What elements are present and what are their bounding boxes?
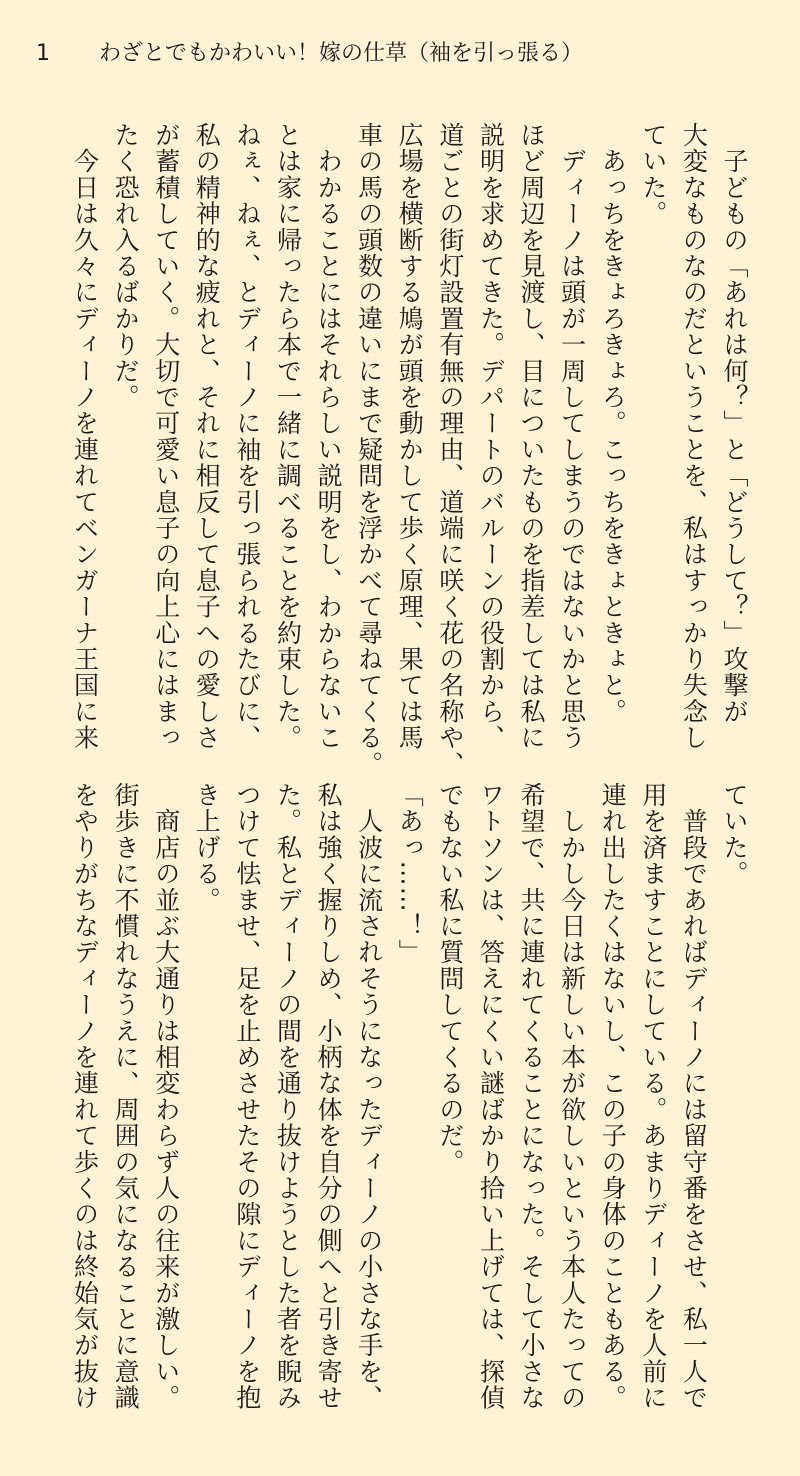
text-line: たく恐れ入るばかりだ。 [111,122,141,411]
text-line: 大変なものなのだということを、私はすっかり失念し [679,122,709,751]
text-line: 用を済ますことにしている。あまりディーノを人前に [638,782,668,1411]
upper-text-block [64,122,754,777]
text-line: あっちをきょろきょろ。こっちをきょときょと。 [598,122,628,725]
page-header [36,34,776,74]
text-line: 普段であればディーノには留守番をさせ、私一人で [679,782,709,1411]
text-line: 説明を求めてきた。デパートのバルーンの役割から、 [476,122,506,751]
text-line: 車の馬の頭数の違いにまで疑問を浮かべて尋ねてくる。 [354,122,384,777]
text-line: 今日は久々にディーノを連れてベンガーナ王国に来 [70,122,100,751]
text-line: 人波に流されそうになったディーノの小さな手を、 [354,782,384,1411]
text-line: でもない私に質問してくるのだ。 [435,782,465,1175]
chapter-title: わざとでもかわいい！嫁の仕草（袖を引っ張る） [99,41,584,66]
text-line: ディーノは頭が一周してしまうのではないかと思う [557,122,587,751]
page-number: 1 [36,41,50,66]
text-line: 広場を横断する鳩が頭を動かして歩く原理、果ては馬 [395,122,425,751]
text-line: ていた。 [638,122,668,227]
text-line: 希望で、共に連れてくることになった。そして小さな [517,782,547,1411]
text-line: 連れ出したくはないし、この子の身体のこともある。 [598,782,628,1411]
text-line: つけて怯ませ、足を止めさせたその隙にディーノを抱 [232,782,262,1411]
text-line: わかることにはそれらしい説明をし、わからないこ [314,122,344,751]
text-line: た。私とディーノの間を通り抜けようとした者を睨み [273,782,303,1411]
text-line: が蓄積していく。大切で可愛い息子の向上心にはまっ [151,122,181,751]
text-line: 私は強く握りしめ、小柄な体を自分の側へと引き寄せ [314,782,344,1411]
text-line: 道ごとの街灯設置有無の理由、道端に咲く花の名称や、 [435,122,465,777]
text-line: ほど周辺を見渡し、目についたものを指差しては私に [517,122,547,751]
text-line: 商店の並ぶ大通りは相変わらず人の往来が激しい。 [151,782,181,1411]
text-line: しかし今日は新しい本が欲しいという本人たっての [557,782,587,1411]
text-line: 私の精神的な疲れと、それに相反して息子への愛しさ [192,122,222,751]
text-line: 子どもの「あれは何？」と「どうして？」攻撃が [720,122,749,725]
text-line: をやりがちなディーノを連れて歩くのは終始気が抜け [70,782,100,1411]
text-line: とは家に帰ったら本で一緒に調べることを約束した。 [273,122,303,751]
text-line: 街歩きに不慣れなうえに、周囲の気になることに意識 [111,782,141,1411]
text-line: ていた。 [720,782,749,887]
text-line: ワトソンは、答えにくい謎ばかり拾い上げては、探偵 [476,782,506,1411]
lower-text-block [64,782,754,1411]
text-line: き上げる。 [192,782,222,913]
text-line: 「あっ……！」 [395,782,425,966]
text-line: ねぇ、ねぇ、とディーノに袖を引っ張られるたびに、 [232,122,262,751]
